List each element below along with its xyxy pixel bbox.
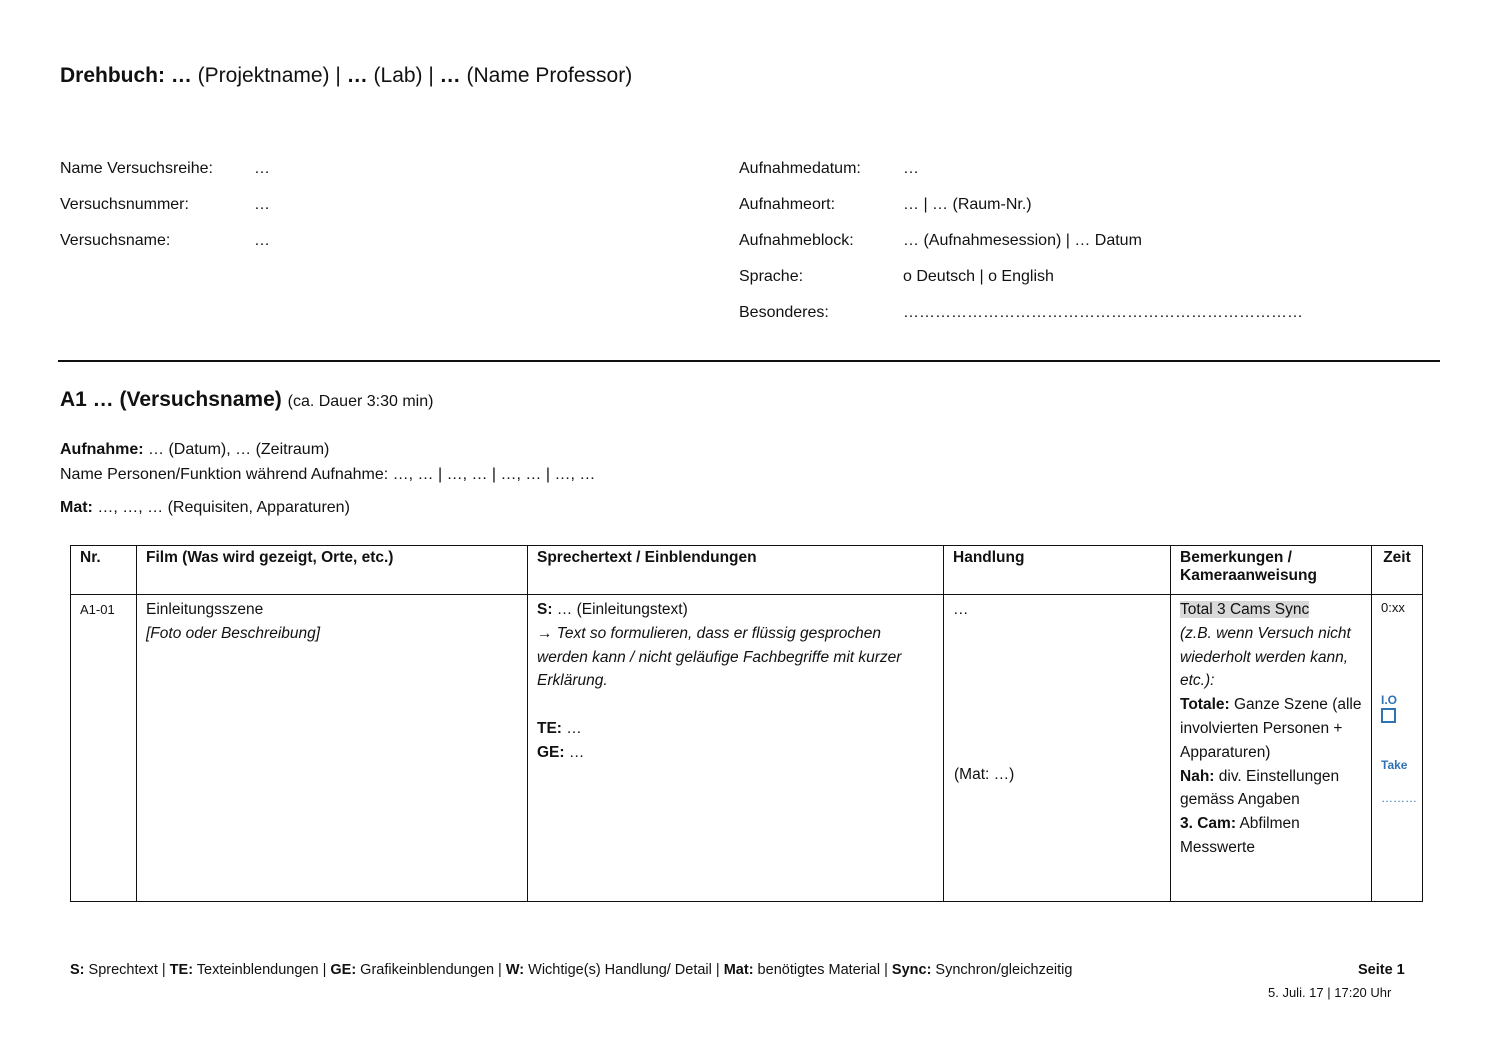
header-handlung: Handlung xyxy=(944,546,1171,595)
legend-ge-label: GE: xyxy=(330,962,357,978)
handlung-mat: (Mat: …) xyxy=(954,766,1015,783)
meta-value: … xyxy=(903,160,919,177)
legend-te-label: TE: xyxy=(169,962,194,978)
meta-label: Besonderes: xyxy=(739,304,829,321)
personen-text: Name Personen/Funktion während Aufnahme: …, … | …, … | …, … | …, … xyxy=(60,466,596,483)
legend-w-label: W: xyxy=(505,962,525,978)
meta-label: Name Versuchsreihe: xyxy=(60,160,213,177)
aufnahme-value: … (Datum), … (Zeitraum) xyxy=(143,441,330,458)
legend-mat-label: Mat: xyxy=(723,962,754,978)
aufnahme-label: Aufnahme: xyxy=(60,441,144,458)
io-label: I.O xyxy=(1381,693,1398,707)
meta-label: Versuchsnummer: xyxy=(60,196,189,213)
meta-value: … xyxy=(254,196,270,213)
meta-row-aufnahmeort xyxy=(739,194,1439,230)
sync-note: (z.B. wenn Versuch nicht wiederholt werden kann, etc.): xyxy=(1180,624,1351,690)
film-title: Einleitungsszene xyxy=(146,601,264,618)
cell-zeit xyxy=(1372,595,1423,902)
nah-value: div. Einstellungen gemäss Angaben xyxy=(1180,767,1340,809)
title-projektname: (Projektname) | xyxy=(191,64,347,87)
header-nr: Nr. xyxy=(71,546,137,595)
totale-value: Ganze Szene (alle involvierten Personen + Apparaturen) xyxy=(1180,696,1362,761)
meta-value: … (Aufnahmesession) | … Datum xyxy=(903,232,1142,249)
meta-value: ………………………………………………………………… xyxy=(903,304,1303,321)
legend-mat-value: benötigtes Material | xyxy=(753,962,892,978)
te-label: TE: xyxy=(537,720,562,738)
header-bemerkungen xyxy=(1171,546,1372,595)
meta-label: Aufnahmeblock: xyxy=(739,232,854,249)
legend-te-value: Texteinblendungen | xyxy=(193,962,331,978)
meta-value: … xyxy=(254,232,270,249)
personen-line xyxy=(60,466,595,484)
take-label: Take xyxy=(1381,758,1408,772)
legend-w-value: Wichtige(s) Handlung/ Detail | xyxy=(524,962,724,978)
totale-label: Totale: xyxy=(1180,696,1230,714)
page-number: Seite 1 xyxy=(1358,962,1405,978)
table-row xyxy=(71,595,1423,902)
te-line xyxy=(537,717,934,741)
title-professor: (Name Professor) xyxy=(460,64,633,87)
meta-right-block xyxy=(739,158,1439,338)
cell-handlung xyxy=(944,595,1171,902)
meta-value: o Deutsch | o English xyxy=(903,268,1054,285)
meta-row-versuchsreihe xyxy=(60,158,660,194)
cam-value: Abfilmen Messwerte xyxy=(1180,815,1300,856)
ge-value: … xyxy=(564,743,585,761)
footer-legend xyxy=(70,962,1072,978)
aufnahme-line xyxy=(60,441,329,459)
date-stamp: 5. Juli. 17 | 17:20 Uhr xyxy=(1268,985,1392,1000)
section-title: A1 … (Versuchsname) xyxy=(60,388,282,411)
zeit-value: 0:xx xyxy=(1381,600,1405,615)
section-heading xyxy=(60,388,433,412)
spacer xyxy=(537,693,934,717)
ge-label: GE: xyxy=(537,743,565,761)
header-zeit: Zeit xyxy=(1372,546,1423,595)
ge-line xyxy=(537,741,934,765)
header-film: Film (Was wird gezeigt, Orte, etc.) xyxy=(137,546,528,595)
sprecher-s-line xyxy=(537,598,934,622)
meta-left-block xyxy=(60,158,660,266)
legend-s-value: Sprechtext | xyxy=(84,962,170,978)
legend-sync-label: Sync: xyxy=(891,962,932,978)
meta-row-aufnahmeblock xyxy=(739,230,1439,266)
meta-row-sprache xyxy=(739,266,1439,302)
meta-row-versuchsname xyxy=(60,230,660,266)
nah-line xyxy=(1180,765,1362,813)
handlung-text: … xyxy=(953,601,969,618)
title-prof-placeholder: … xyxy=(439,64,461,87)
meta-row-besonderes xyxy=(739,302,1439,338)
film-note: [Foto oder Beschreibung] xyxy=(146,624,321,642)
s-label: S: xyxy=(537,601,553,618)
sync-highlight: Total 3 Cams Sync xyxy=(1180,601,1310,618)
legend-s-label: S: xyxy=(70,962,85,978)
sprecher-hint-text: Text so formulieren, dass er flüssig gesprochen werden kann / nicht geläufige Fachbegriffe mit kurzer Erklärung. xyxy=(537,624,902,690)
io-checkbox[interactable] xyxy=(1381,708,1396,723)
cell-sprechertext xyxy=(528,595,944,902)
meta-label: Aufnahmedatum: xyxy=(739,160,861,177)
spacer xyxy=(1381,773,1413,791)
section-duration: (ca. Dauer 3:30 min) xyxy=(287,393,434,410)
mat-value: …, …, … (Requisiten, Apparaturen) xyxy=(92,499,350,516)
totale-line xyxy=(1180,693,1362,764)
table-header-row xyxy=(71,546,1423,595)
legend-sync-value: Synchron/gleichzeitig xyxy=(931,962,1073,978)
meta-row-aufnahmedatum xyxy=(739,158,1439,194)
mat-label: Mat: xyxy=(60,499,93,516)
header-sprechertext: Sprechertext / Einblendungen xyxy=(528,546,944,595)
cell-nr: A1-01 xyxy=(71,595,137,902)
arrow-right-icon: → xyxy=(537,624,553,642)
meta-label: Sprache: xyxy=(739,268,804,285)
meta-value: … | … (Raum-Nr.) xyxy=(903,196,1032,213)
title-lab: (Lab) | xyxy=(367,64,440,87)
legend-ge-value: Grafikeinblendungen | xyxy=(356,962,506,978)
cam-label: 3. Cam: xyxy=(1180,815,1236,833)
cell-film xyxy=(137,595,528,902)
meta-row-versuchsnummer xyxy=(60,194,660,230)
spacer xyxy=(1381,618,1413,692)
script-table xyxy=(70,545,1423,902)
document-title xyxy=(60,64,632,88)
meta-label: Aufnahmeort: xyxy=(739,196,836,213)
cell-bemerkungen xyxy=(1171,595,1372,902)
nah-label: Nah: xyxy=(1180,767,1215,785)
meta-value: … xyxy=(254,160,270,177)
title-drehbuch: Drehbuch: … xyxy=(60,64,192,87)
s-value: … (Einleitungstext) xyxy=(552,601,688,618)
spacer xyxy=(1381,727,1413,757)
io-checkbox-wrap xyxy=(1381,708,1413,727)
mat-line xyxy=(60,499,350,517)
header-bemerkungen-line2: Kameraanweisung xyxy=(1180,567,1317,584)
meta-label: Versuchsname: xyxy=(60,232,171,249)
sprecher-hint xyxy=(537,622,934,693)
section-divider xyxy=(58,360,1440,362)
header-bemerkungen-line1: Bemerkungen / xyxy=(1180,549,1292,566)
take-field[interactable]: ……… xyxy=(1381,791,1417,805)
te-value: … xyxy=(561,720,582,738)
title-lab-placeholder: … xyxy=(346,64,368,87)
cam-line xyxy=(1180,812,1362,860)
